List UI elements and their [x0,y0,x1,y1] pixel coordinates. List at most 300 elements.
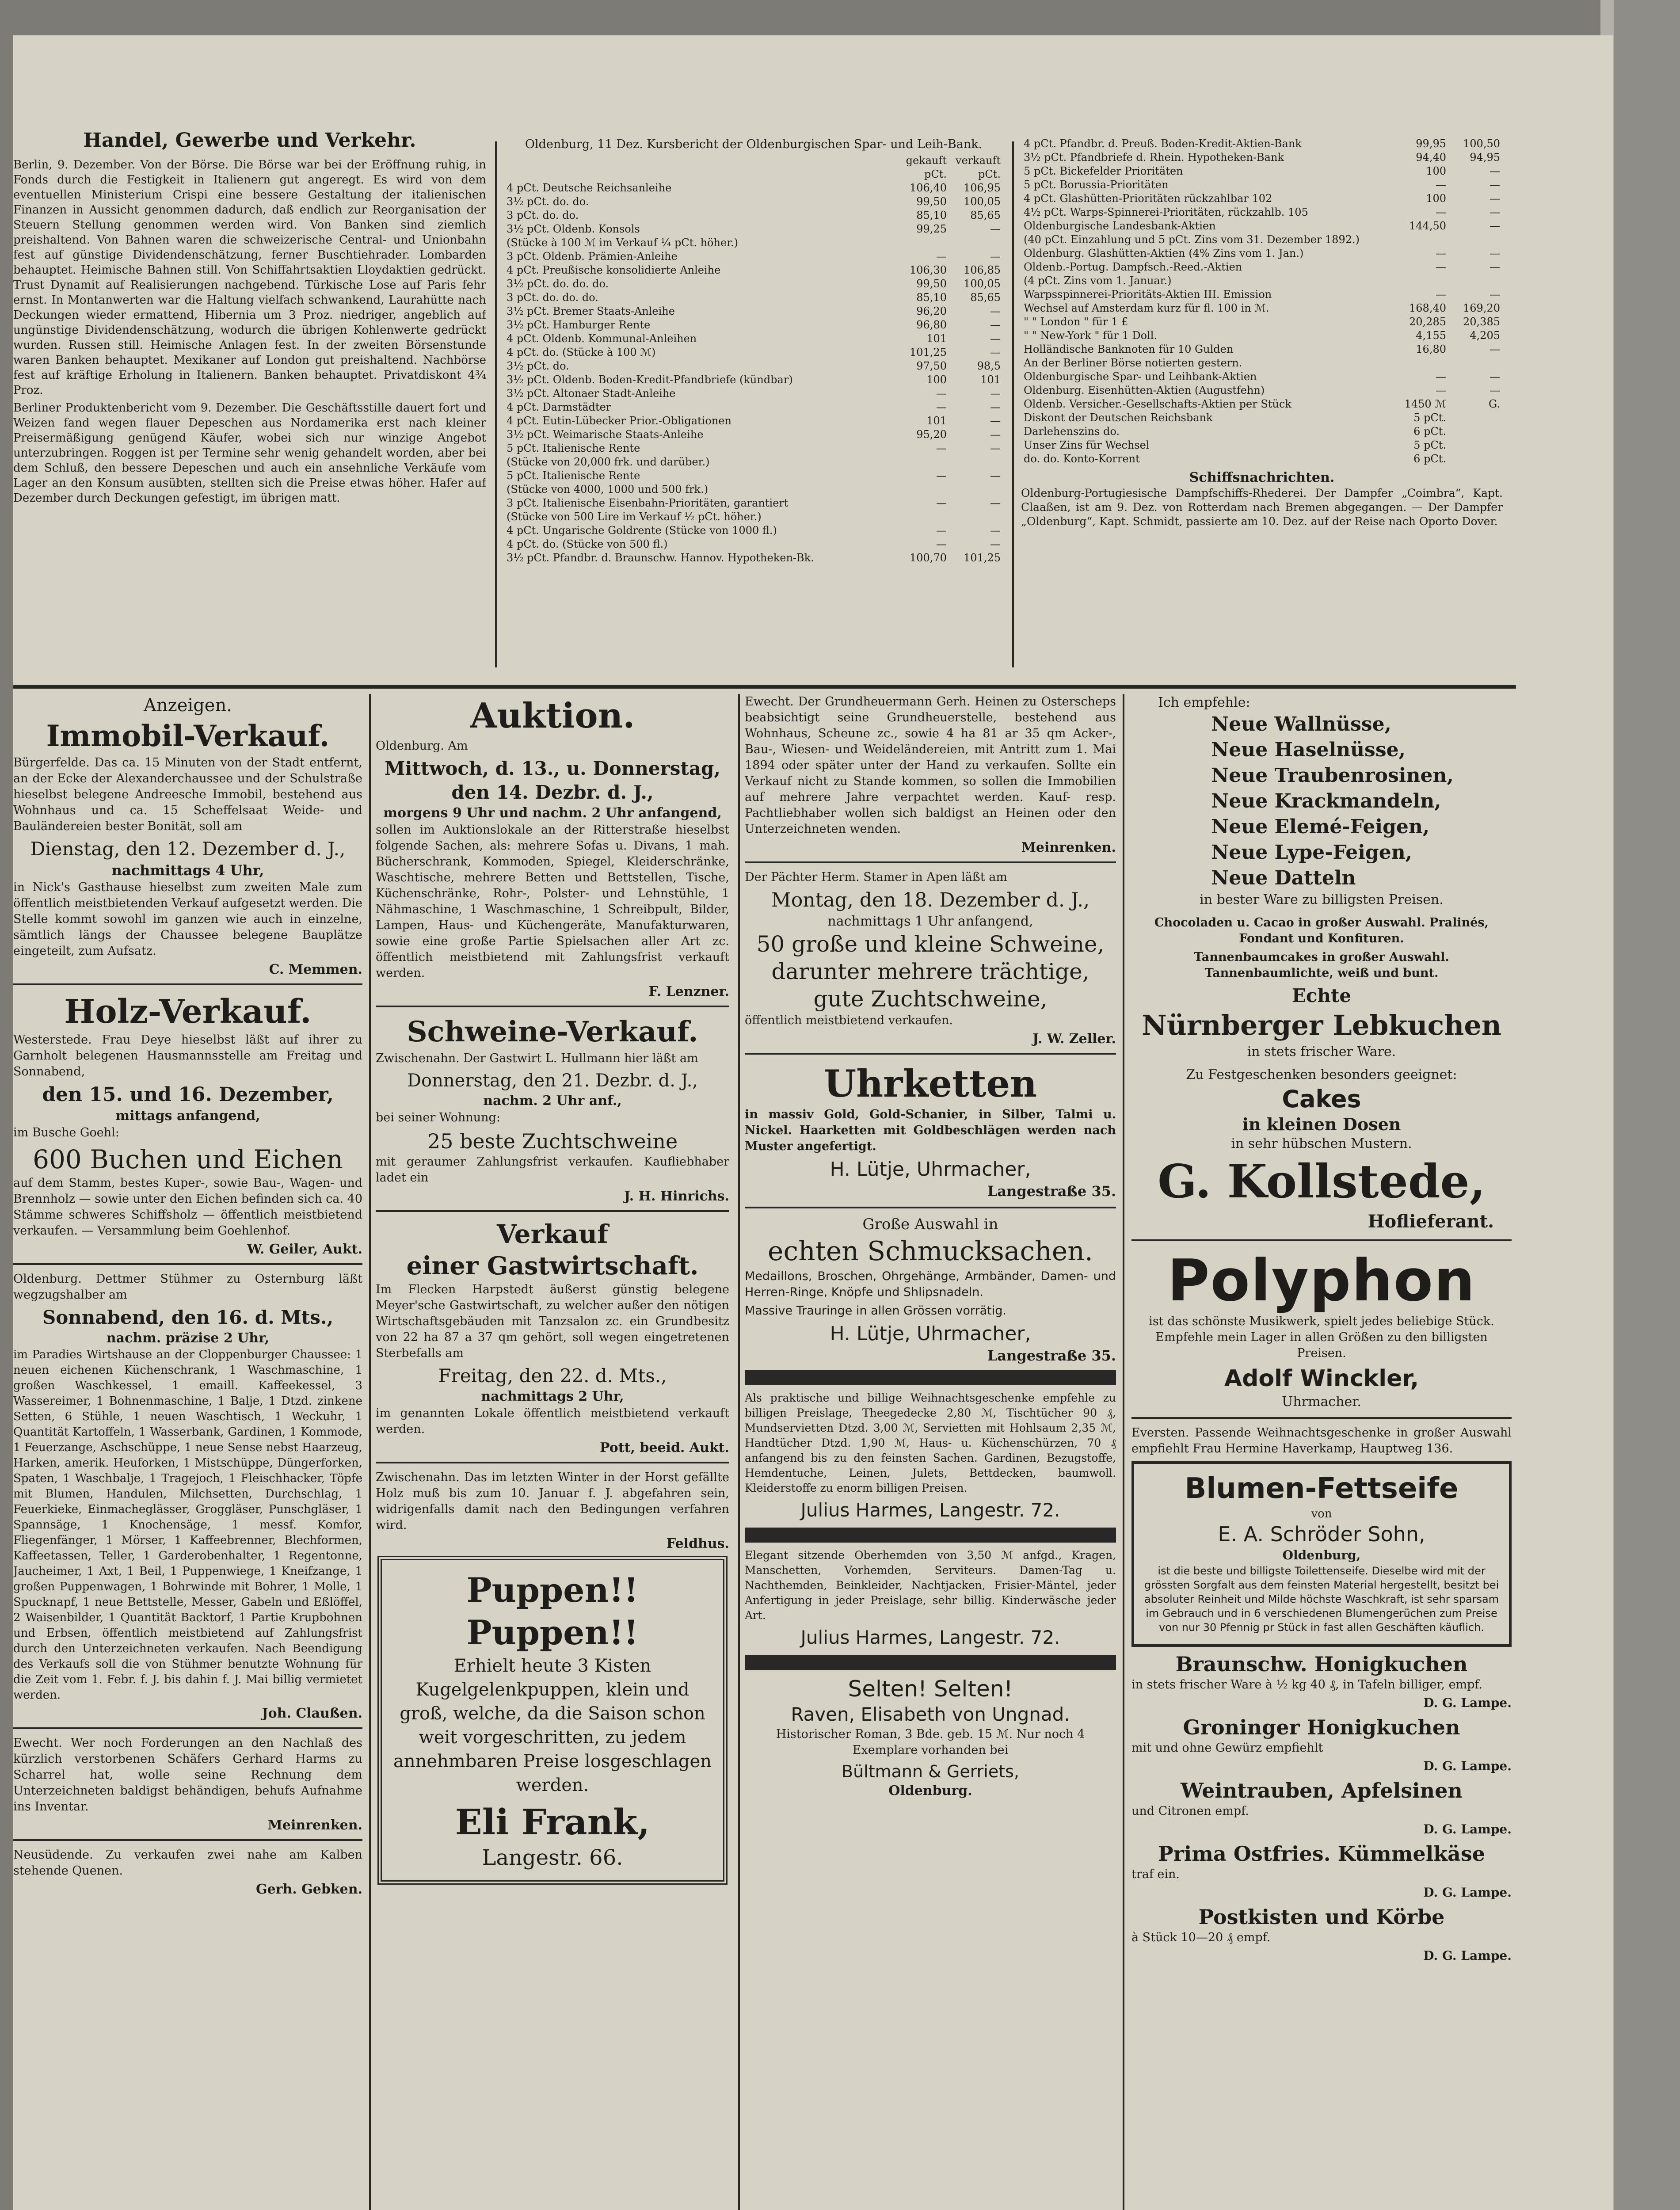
kurs-row [504,209,1003,222]
kurs-sell: 98,5 [977,360,1001,372]
separator [745,1207,1116,1208]
harmes-text: Als praktische und billige Weihnachtsgeschenke empfehle zu billigen Preislage, Theegedecke 2,80 ℳ, Tischtücher 90 ₰, Mundservietten Dtzd. 3,00 ℳ, Servietten mit Hohlsaum 2,35 ℳ, Handtücher Dtzd. 1,90 ℳ, Haus- u. Küchenschürzen, 70 ₰ anfangend bis zu den feinsten Sachen. Gardinen, Bezugstoffe, Hemdentuche, Leinen, Julets, Bettdecken, baumwoll. Kleiderstoffe zu enorm billigen Preisen. [745,1391,1116,1494]
kurs-name: 3½ pCt. Pfandbriefe d. Rhein. Hypotheken-Bank [1024,151,1284,164]
ewecht-signature-col3: Meinrenken. [1021,840,1116,855]
gast-time: nachmittags 2 Uhr, [481,1389,624,1404]
immo-text: Bürgerfelde. Das ca. 15 Minuten von der Stadt entfernt, an der Ecke der Alexanderchaussee und der Schulstraße hieselbst belegene Andreesche Immobil, bestehend aus Wohnhaus und ca. 15 Scheffelsaat Weide- und Bauländereien bester Bonität, soll am [13,756,362,833]
holz-text-2: im Busche Goehl: [13,1126,119,1139]
kurs-sell: — [990,387,1001,400]
kurs-buy: 99,25 [916,223,947,235]
kurs-buy: — [1436,384,1446,396]
kurs-buy: 85,10 [916,291,947,304]
produce-report: Berliner Produktenbericht vom 9. Dezember. Die Geschäftsstille dauert fort und Weizen fand wegen flauer Depeschen aus Nordamerika erst nach kleiner Preisermäßigung genügend Käufer, wobei sich nur winzige Angebot unterzubringen. Roggen ist per Termine sehr wenig gehandelt worden, aber bei dem Schluß, den bessere Depeschen und auch ein ansehnliche Verkäufe vom Lager an den Konsum ausübten, stellten sich die Preise etwas höher. Hafer auf Dezember durch Deckungen gefestigt, im übrigen matt. [13,401,486,505]
kurs-sell [1449,274,1503,288]
kurs-buy: — [936,442,947,454]
immo-signature: C. Memmen. [269,962,362,977]
honig-text: in stets frischer Ware à ½ kg 40 ₰, in Tafeln billiger, empf. [1131,1678,1483,1692]
holz-signature: W. Geiler, Aukt. [247,1242,362,1257]
kurs-buy: — [1436,288,1446,301]
stuhl-date: Sonnabend, den 16. d. Mts., [42,1307,334,1328]
gast-signature: Pott, beeid. Aukt. [600,1440,729,1456]
neu-signature: Gerh. Gebken. [255,1882,362,1897]
kurs-report [504,137,1003,676]
gron-text: mit und ohne Gewürz empfiehlt [1131,1741,1323,1755]
schmuck-intro: Große Auswahl in [862,1216,998,1233]
kurs-row [1021,452,1503,466]
blumen-ad [1131,1461,1512,1647]
kurs-row [504,455,1003,469]
kurs-buy: 1450 ℳ [1404,398,1446,410]
kurs-sell [1449,356,1503,370]
kurs-row [1021,315,1503,329]
kurs-row [504,524,1003,537]
kurs-sell: 101 [980,373,1001,386]
kurs-buy: — [1436,206,1446,218]
schmuck-address: Langestraße 35. [987,1347,1116,1364]
selten-text: Historischer Roman, 3 Bde. geb. 15 ℳ. Nur noch 4 Exemplare vorhanden bei [776,1727,1085,1757]
kurs-name: Oldenburg. Eisenhütten-Aktien (Augustfehn) [1024,384,1265,396]
kurs-buy: — [936,538,947,550]
kurs-name: 4 pCt. Preußische konsolidierte Anleihe [507,264,721,276]
product-list [1131,712,1512,891]
kurs-row [504,305,1003,318]
kurs-row [1021,438,1503,452]
kase-text: traf ein. [1131,1867,1180,1881]
kurs-sell: — [990,538,1001,550]
separator [13,983,362,985]
kurs-sell: — [990,305,1001,317]
puppen-title-2: Puppen!! [466,1613,639,1652]
kurs-name: do. do. Konto-Korrent [1024,453,1140,465]
kurs-sell [1449,425,1503,438]
kurs-buy [895,236,949,250]
market-news-column [13,128,486,685]
schwein-text: Zwischenahn. Der Gastwirt L. Hullmann hier läßt am [376,1052,698,1065]
uhr-text: in massiv Gold, Gold-Schanier, in Silber, Talmi u. Nickel. Haarketten mit Goldbeschlägen werden nach Muster angefertigt. [745,1108,1116,1153]
kurs-name: 4 pCt. do. (Stücke von 500 fl.) [507,538,668,550]
kurs-row [1021,260,1503,274]
kurs-buy: — [936,497,947,509]
kurs-sell: — [1490,206,1500,218]
kurs-sell: 100,05 [964,195,1001,208]
polyphon-text: ist das schönste Musikwerk, spielt jedes beliebige Stück. Empfehle mein Lager in allen Größen zu den billigsten Preisen. [1149,1315,1494,1360]
kurs-sell: 106,95 [964,182,1001,194]
kurs-row [504,236,1003,250]
immo-text-2: in Nick's Gasthause hieselbst zum zweiten Male zum öffentlich meistbietenden Verkauf aufgesetzt werden. Die Stelle kommt sowohl im ganzen wie auch in einzelne, sämtlich längs der Chaussee belegene Bauplätze eingeteilt, zum Aufsatz. [13,880,362,958]
kurs-buy: 97,50 [916,360,947,372]
product-item: Neue Lype-Feigen, [1211,841,1413,864]
kurs-row [1021,206,1503,219]
holz-text: Westerstede. Frau Deye hieselbst läßt auf ihrer zu Garnholt belegenen Hausmannsstelle am Freitag und Sonnabend, [13,1033,362,1078]
stuhl-text: Oldenburg. Dettmer Stühmer zu Osternburg läßt wegzugshalber am [13,1272,362,1302]
selten-name: Bültmann & Gerriets, [842,1762,1019,1781]
kurs-buy: 4,155 [1416,329,1446,342]
ads-column-4 [1131,694,1512,2210]
kurs-name: Oldenb.-Portug. Dampfsch.-Reed.-Aktien [1024,261,1242,273]
kurs-row [1021,329,1503,343]
kurs-name: 4 pCt. Oldenb. Kommunal-Anleihen [507,332,697,345]
schwein-text-3: mit geraumer Zahlungsfrist verkaufen. Kaufliebhaber ladet ein [376,1155,729,1185]
kurs-sell: — [990,319,1001,331]
kurs-name: 3½ pCt. do. [507,360,569,372]
kurs-sell: — [1490,179,1500,191]
uhr-address: Langestraße 35. [987,1183,1116,1200]
holz2-signature: Feldhus. [666,1536,729,1551]
kurs-buy: 96,80 [916,319,947,331]
post-title: Postkisten und Körbe [1198,1905,1445,1929]
kurs-row [504,222,1003,236]
kurs-name: 5 pCt. Bickefelder Prioritäten [1024,165,1183,177]
apen-text-2: öffentlich meistbietend verkaufen. [745,1014,953,1027]
schwein-title: Schweine-Verkauf. [407,1015,698,1048]
auktion-signature: F. Lenzner. [648,984,729,999]
kurs-name: 3½ pCt. Oldenb. Boden-Kredit-Pfandbriefe (kündbar) [507,373,793,386]
immo-time: nachmittags 4 Uhr, [111,862,264,879]
puppen-name: Eli Frank, [455,1801,650,1843]
product-item: Neue Krackmandeln, [1211,790,1441,812]
kurs-name: 3 pCt. Italienische Eisenbahn-Prioritäten, garantiert [507,497,789,509]
apen-time: nachmittags 1 Uhr anfangend, [827,914,1033,929]
kurs-sell: — [990,223,1001,235]
lebkuchen-tail: in stets frischer Ware. [1247,1044,1396,1059]
apen-big: 50 große und kleine Schweine, darunter mehrere trächtige, gute Zuchtschweine, [756,931,1105,1012]
kurs-row [504,551,1003,565]
apen-date: Montag, den 18. Dezember d. J., [771,889,1090,911]
kurs-buy: 6 pCt. [1413,425,1446,438]
product-item: Neue Haselnüsse, [1211,739,1406,761]
kurs-row [1021,425,1503,438]
kurs-sell [949,236,1003,250]
kurs-sell: — [990,415,1001,427]
kurs-row [1021,164,1503,178]
kurs-name: Warpsspinnerei-Prioritäts-Aktien III. Emission [1024,288,1272,301]
kurs-buy [895,483,949,496]
kurs-sell: G. [1489,398,1500,410]
column-rule [369,694,371,2210]
gast-text-2: im genannten Lokale öffentlich meistbietend verkauft werden. [376,1406,729,1436]
kurs-sell: — [990,428,1001,441]
kurs-buy: 16,80 [1416,343,1446,355]
schwein-time: nachm. 2 Uhr anf., [483,1093,622,1109]
black-bar [745,1528,1116,1543]
kurs-name: Holländische Banknoten für 10 Gulden [1024,343,1234,355]
separator [13,1839,362,1841]
kurs-name: Wechsel auf Amsterdam kurz für fl. 100 in ℳ. [1024,302,1269,314]
product-item: Neue Datteln [1211,867,1356,889]
choc-text: Chocoladen u. Cacao in großer Auswahl. Pralinés, Fondant und Konfituren. [1154,916,1489,945]
kurs-name: 3 pCt. Oldenb. Prämien-Anleihe [507,250,678,263]
column-rule [495,141,497,667]
schwein-text-2: bei seiner Wohnung: [376,1111,500,1124]
kurs-buy [895,510,949,524]
kase-signature: D. G. Lampe. [1423,1885,1512,1900]
uhr-title: Uhrketten [823,1062,1037,1105]
ads-column-3 [745,694,1116,2210]
kurs-name: " " New-York " für 1 Doll. [1024,329,1158,342]
kurs-name: 3½ pCt. Bremer Staats-Anleihe [507,305,675,317]
lebkuchen-title: Nürnberger Lebkuchen [1142,1009,1501,1041]
immo-title: Immobil-Verkauf. [46,719,330,753]
holz-date: den 15. und 16. Dezember, [42,1083,334,1106]
kurs-name: 3½ pCt. Weimarische Staats-Anleihe [507,428,704,441]
kurs-row [1021,288,1503,301]
schmuck-title: echten Schmucksachen. [768,1236,1093,1267]
kurs-row [1021,384,1503,397]
kurs-buy: 96,20 [916,305,947,317]
kurs-buy: 100 [1426,192,1446,205]
schwein-date: Donnerstag, den 21. Dezbr. d. J., [407,1071,698,1091]
honig-title: Braunschw. Honigkuchen [1175,1652,1468,1676]
black-bar [745,1655,1116,1670]
kurs-sell: — [990,442,1001,454]
kurs-buy: 6 pCt. [1413,453,1446,465]
selten-title: Selten! Selten! [848,1676,1013,1702]
ship-text: Oldenburg-Portugiesische Dampfschiffs-Rhederei. Der Dampfer „Coimbra“, Kapt. Claaßen, ist am 9. Dez. von Rotterdam nach Bremen abgegangen. — Der Dampfer „Oldenburg“, Kapt. Schmidt, passierte am 10. Dez. auf der Reise nach Oporto Dover. [1021,487,1503,528]
cakes-sub-2: in sehr hübschen Mustern. [1231,1136,1412,1151]
kurs-sell [1449,233,1503,247]
auktion-title: Auktion. [470,696,635,736]
fest-text: Zu Festgeschenken besonders geeignet: [1186,1067,1457,1082]
kurs-name: 4 pCt. do. (Stücke à 100 ℳ) [507,346,656,358]
polyphon-job: Uhrmacher. [1282,1394,1361,1410]
kurs-name: Oldenburgische Spar- und Leihbank-Aktien [1024,370,1257,383]
kurs-unit-row: pCt. pCt. [924,168,1001,180]
schmuck-name: H. Lütje, Uhrmacher, [830,1322,1031,1345]
kurs-name: (Stücke von 20,000 frk. und darüber.) [507,456,710,468]
kurs-sell: — [990,401,1001,413]
kurs-row [504,496,1003,510]
kurs-name: 3½ pCt. Hamburger Rente [507,319,651,331]
kurs-col-buy: gekauft [906,154,947,167]
kurs-buy: — [936,401,947,413]
kurs-name: " " London " für 1 £ [1024,316,1128,328]
kurs-name: 3 pCt. do. do. [507,209,579,221]
selten-book: Raven, Elisabeth von Ungnad. [791,1703,1070,1725]
harmes2-text: Elegant sitzende Oberhemden von 3,50 ℳ anfgd., Kragen, Manschetten, Vorhemden, Serviteurs. Damen-Tag u. Nachthemden, Beinkleider, Nachtjacken, Frisier-Mäntel, jeder Anfertigung in jeder Preislage, sehr billig. Kinderwäsche jeder Art. [745,1549,1116,1622]
kurs-buy: 100,70 [910,552,947,564]
separator [13,1727,362,1729]
kurs-title: Oldenburg, 11 Dez. Kursbericht der Oldenburgischen Spar- und Leih-Bank. [525,137,983,151]
kurs-buy: 20,285 [1409,316,1446,328]
ewecht-signature: Meinrenken. [267,1818,362,1833]
puppen-title-1: Puppen!! [466,1570,639,1610]
kurs-buy: 94,40 [1416,151,1446,164]
kurs-buy: 144,50 [1409,220,1446,232]
puppen-text: Erhielt heute 3 Kisten Kugelgelenkpuppen, klein und groß, welche, da die Saison schon weit vorgeschritten, zu jedem annehmbaren Preise losgeschlagen werden. [393,1656,712,1795]
kurs-buy: 106,30 [910,264,947,276]
schwein-big: 25 beste Zuchtschweine [427,1129,678,1153]
kurs-buy: 5 pCt. [1413,412,1446,424]
schmuck-text-2: Massive Trauringe in allen Grössen vorrätig. [745,1304,1006,1318]
kurs-row [504,373,1003,387]
kurs-buy: 101 [926,415,947,427]
kurs-name: An der Berliner Börse notierten gestern. [1024,357,1242,369]
kurs-name: Darlehenszins do. [1024,425,1120,438]
kurs-name: (Stücke à 100 ℳ im Verkauf ¼ pCt. höher.) [507,236,738,249]
wein-title: Weintrauben, Apfelsinen [1181,1779,1463,1802]
kurs-sell: — [1490,165,1500,177]
echte: Echte [1291,985,1352,1006]
kurs-buy: 100 [1426,165,1446,177]
kurs-buy [895,455,949,469]
kurs-name: 3½ pCt. do. do. do. [507,278,609,290]
kollstede-name: G. Kollstede, [1158,1154,1486,1208]
product-item: Neue Traubenrosinen, [1211,764,1454,787]
apen-text: Der Pächter Herm. Stamer in Apen läßt am [745,870,1007,884]
immo-date: Dienstag, den 12. Dezember d. J., [30,838,346,860]
kurs-name: 3½ pCt. Pfandbr. d. Braunschw. Hannov. Hypotheken-Bk. [507,552,814,564]
holz-title: Holz-Verkauf. [64,993,312,1031]
kurs-row [1021,151,1503,164]
kurs-sell: — [1490,192,1500,205]
kurs-row [504,400,1003,414]
gast-date: Freitag, den 22. d. Mts., [438,1365,667,1387]
kurs-name: Diskont der Deutschen Reichsbank [1024,412,1213,424]
selten-city: Oldenburg. [888,1783,972,1798]
holz-time: mittags anfangend, [115,1108,260,1124]
kurs-sell: — [990,497,1001,509]
kurs-name: 4 pCt. Deutsche Reichsanleihe [507,182,672,194]
ads-heading: Anzeigen. [144,695,232,716]
stuhl-time: nachm. präzise 2 Uhr, [106,1330,270,1346]
kurs-row [504,332,1003,346]
page-edge [1614,0,1680,2210]
berlin-report: Berlin, 9. Dezember. Von der Börse. Die Börse war bei der Eröffnung ruhig, in Fonds durch die Festigkeit in Italienern gut angeregt. Es wird von dem eventuellen Ministerium Crispi eine bessere Gestaltung der italienischen Finanzen in Aussicht genommen dadurch, daß endlich zur Reorganisation der Steuern Stellung genommen werden wird. Von Banken sind ziemlich preishaltend. Von Bahnen waren die schweizerische Central- und Unionbahn fest auf günstige Dividendenschätzung, ferner Buschtiehrader. Lombarden behauptet. Heimische Bahnen still. Von Schiffahrtsaktien Lloydaktien gedrückt. Trust Dynamit auf Realisierungen nachgebend. Türkische Lose auf Paris fehr ernst. In Montanwerten war die Haltung vielfach schwankend, Laurahütte nach Deckungen wieder ermattend, Hibernia um 3 Proz. niedriger, angeblich auf ungünstige Dividendenschätzung, wodurch die übrigen Kohlenwerte gedrückt wurden. Russen still. Heimische Anlagen fest. In der zweiten Börsenstunde waren Banken behauptet. Mexikaner auf London gut preishaltend. Nachbörse fest auf kräftige Erholung in Italienern. Banken behauptet. Privatdiskont 4¾ Proz. [13,158,486,397]
kurs-row [504,318,1003,332]
gron-signature: D. G. Lampe. [1423,1759,1512,1773]
kurs-sell: — [1490,370,1500,383]
auktion-text-2: sollen im Auktionslokale an der Ritterstraße hieselbst folgende Sachen, als: mehrere Sofas u. Divans, 1 mah. Bücherschrank, Kommoden, Spiegel, Kleiderschränke, Waschtische, mehrere Betten und Bettstellen, Tische, Küchenschränke, Rohr-, Polster- und Lehnstühle, 1 Nähmaschine, 1 Waschmaschine, 1 Schreibpult, Bilder, Lampen, Haus- und Küchengeräte, Manufakturwaren, sowie eine große Partie Spielsachen aller Art zc. öffentlich meistbietend mit Zahlungsfrist verkauft werden. [376,823,729,980]
kurs-buy: — [1436,247,1446,259]
kurs-name: (40 pCt. Einzahlung und 5 pCt. Zins vom 31. Dezember 1892.) [1024,233,1360,246]
kurs-row [1021,233,1503,247]
blumen-city: Oldenburg, [1282,1548,1361,1562]
kurs-buy: — [1436,179,1446,191]
kurs-row [504,510,1003,524]
uhr-name: H. Lütje, Uhrmacher, [830,1158,1031,1181]
column-rule [738,694,740,2210]
kurs-row [1021,274,1503,288]
gast-title-2: einer Gastwirtschaft. [406,1251,699,1280]
harmes2-name: Julius Harmes, Langestr. 72. [800,1627,1060,1648]
kurs-row [504,181,1003,195]
auktion-date: Mittwoch, d. 13., u. Donnerstag, den 14. Dezbr. d. J., [384,758,721,803]
gast-text: Im Flecken Harpstedt äußerst günstig belegene Meyer'sche Gastwirtschaft, zu welcher außer den nötigen Wirtschaftsgebäuden mit Tanzsalon zc. ein Grundbesitz von 22 ha 87 a 37 qm gehört, soll wegen eingetretenen Sterbefalls am [376,1283,729,1360]
kurs-sell [949,483,1003,496]
kurs-sell: 101,25 [964,552,1001,564]
separator [1131,1239,1512,1241]
kurs-row [504,428,1003,442]
wein-signature: D. G. Lampe. [1423,1822,1512,1837]
gast-title-1: Verkauf [496,1219,609,1249]
puppen-ad [377,1556,728,1885]
harmes-name: Julius Harmes, Langestr. 72. [800,1499,1060,1521]
ads-column-1 [13,694,362,2210]
auktion-text: Oldenburg. Am [376,739,468,753]
kurs-sell: — [990,469,1001,482]
polyphon-title: Polyphon [1167,1247,1476,1314]
kurs-buy: 99,50 [916,278,947,290]
kurs-buy: 100 [926,373,947,386]
kurs-buy: — [936,387,947,400]
post-text: à Stück 10—20 ₰ empf. [1131,1931,1271,1944]
kurs-sell: 100,50 [1463,137,1500,150]
holz-text-3: auf dem Stamm, bestes Kuper-, sowie Bau-, Wagen- und Brennholz — sowie unter den Eichen befinden sich ca. 40 Stämme schweres Schiffsholz — öffentlich meistbietend verkaufen. — Versammlung beim Goehlenhof. [13,1176,362,1238]
eversten-text: Eversten. Passende Weihnachtsgeschenke in großer Auswahl empfiehlt Frau Hermine Haverkamp, Hauptweg 136. [1131,1426,1512,1456]
product-item: Neue Wallnüsse, [1211,713,1391,735]
kurs-sell [1449,452,1503,466]
newspaper-page [13,35,1613,2210]
kurs-name: 4 pCt. Glashütten-Prioritäten rückzahlbar 102 [1024,192,1272,205]
kurs-row [504,414,1003,428]
separator [13,1263,362,1265]
holz2-text: Zwischenahn. Das im letzten Winter in der Horst gefällte Holz muß bis zum 10. Januar f. J. abgefahren sein, widrigenfalls damit nach den Bedingungen verfahren wird. [376,1471,729,1532]
neu-text: Neusüdende. Zu verkaufen zwei nahe am Kalben stehende Quenen. [13,1848,362,1878]
kurs-report-2 [1021,137,1503,681]
kurs-sell: 169,20 [1463,302,1500,314]
kurs-buy: — [936,524,947,537]
kurs-row [1021,219,1503,233]
kurs-row [1021,343,1503,356]
kurs-row [504,250,1003,263]
kurs-sell [949,455,1003,469]
kurs-row [504,359,1003,373]
kurs-row [504,469,1003,483]
kurs-buy: 99,95 [1416,137,1446,150]
ship-heading: Schiffsnachrichten. [1189,470,1335,485]
col4-intro: Ich empfehle: [1158,695,1250,710]
kurs-buy: 168,40 [1409,302,1446,314]
blumen-von: von [1311,1507,1332,1520]
kurs-name: Oldenb. Versicher.-Gesellschafts-Aktien per Stück [1024,398,1291,410]
kase-title: Prima Ostfries. Kümmelkäse [1158,1842,1486,1866]
product-item: Neue Elemé-Feigen, [1211,815,1430,838]
ewecht-text-col3: Ewecht. Der Grundheuermann Gerh. Heinen zu Osterscheps beabsichtigt seine Grundheuerstelle, bestehend aus Wohnhaus, Scheune zc., sowie 4 ha 81 ar 35 qm Acker-, Bau-, Wiesen- und Weideländereien, mit Antritt zum 1. Mai 1894 oder später unter der Hand zu verkaufen. Sollte ein Verkauf nicht zu Stande kommen, so sollen die Immobilien auf mehrere Jahre verpachtet werden. Kauf- resp. Pachtliebhaber wollen sich baldigst an Heinen oder den Unterzeichneten wenden. [745,695,1116,836]
separator [376,1006,729,1007]
kurs-sell: — [1490,384,1500,396]
kurs-buy: 101 [926,332,947,345]
gron-title: Groninger Honigkuchen [1183,1715,1460,1739]
tannen-text: Tannenbaumcakes in großer Auswahl. Tannenbaumlichte, weiß und bunt. [1194,950,1449,980]
kurs-row [1021,411,1503,425]
puppen-address: Langestr. 66. [482,1845,623,1870]
kurs-buy: 99,50 [916,195,947,208]
cakes-sub: in kleinen Dosen [1242,1114,1401,1134]
separator [376,1210,729,1212]
kurs-row [1021,247,1503,260]
kurs-name: Unser Zins für Wechsel [1024,439,1150,451]
column-rule [1012,141,1014,667]
column-rule [1123,694,1124,2210]
kurs-buy [1395,274,1449,288]
kurs-name: 3½ pCt. Altonaer Stadt-Anleihe [507,387,676,400]
blumen-text: ist die beste und billigste Toilettenseife. Dieselbe wird mit der grössten Sorgfalt aus dem feinsten Material hergestellt, besitzt bei absoluter Reinheit und Milde höchste Waschkraft, ist sehr sparsam im Gebrauch und in 6 verschiedenen Blumengerüchen zum Preise von nur 30 Pfennig pr Stück in fast allen Geschäften käuflich. [1144,1565,1499,1634]
kurs-sell: 106,85 [964,264,1001,276]
kurs-row [1021,301,1503,315]
kurs-row [504,537,1003,551]
kurs-buy: — [1436,370,1446,383]
kurs-buy: 106,40 [910,182,947,194]
kurs-sell: 100,05 [964,278,1001,290]
kurs-row [504,291,1003,305]
kurs-buy: — [936,469,947,482]
ewecht-text: Ewecht. Wer noch Forderungen an den Nachlaß des kürzlich verstorbenen Schäfers Gerhard Harms zu Scharrel hat, wolle seine Rechnung dem Unterzeichneten baldigst behändigen, behufs Aufnahme ins Inventar. [13,1736,362,1814]
kurs-row [1021,192,1503,206]
kurs-buy [1395,233,1449,247]
kurs-row [504,263,1003,277]
schwein-signature: J. H. Hinrichs. [624,1189,729,1204]
kurs-sell: — [1490,247,1500,259]
